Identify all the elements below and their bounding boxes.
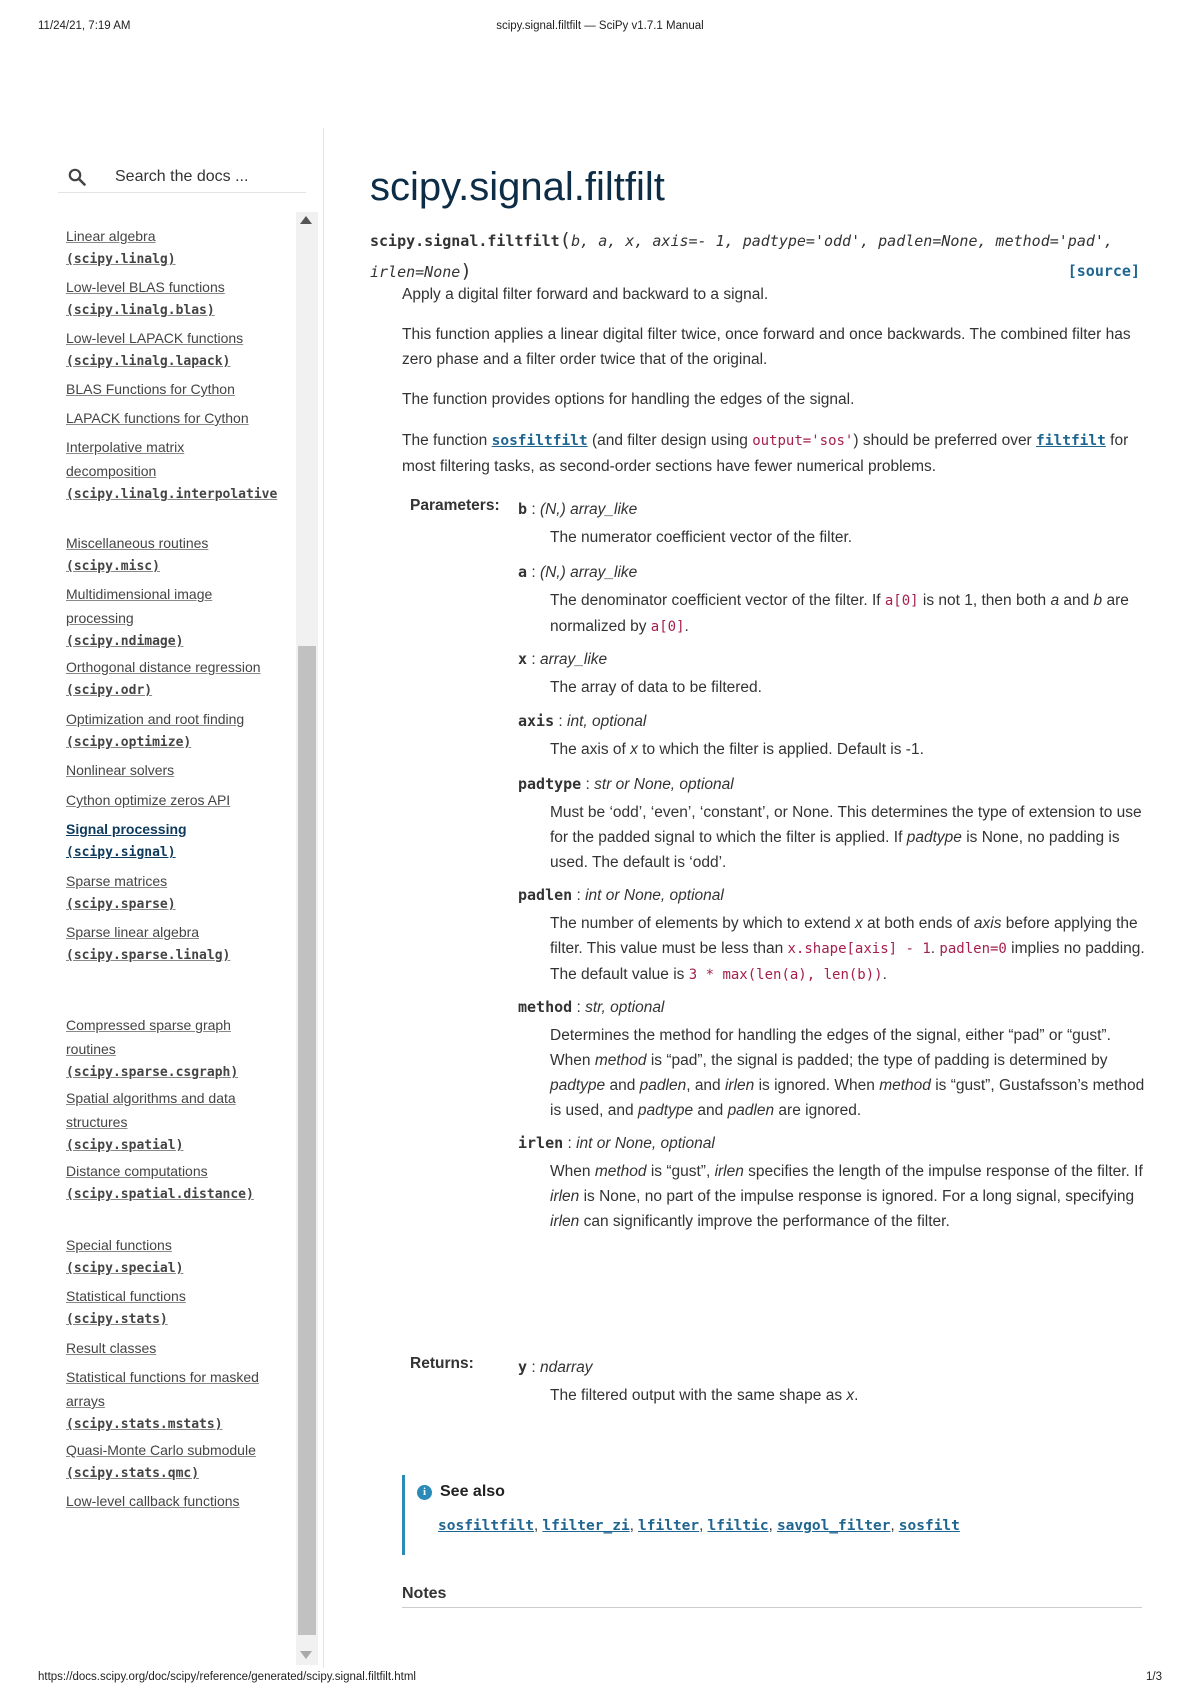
return-y: y : ndarray The filtered output with the same shape as x.: [518, 1358, 859, 1404]
param-padlen: padlen : int or None, optional The number of elements by which to extend x at both ends of axis before applying the filter. This value must be less than x.shape[axis] - 1. padlen=0 implies no padding. The default value is 3 * max(len(a), len(b)).: [518, 886, 1145, 983]
see-also-box: [402, 1475, 1145, 1555]
see-also-links: sosfiltfilt, lfilter_zi, lfilter, lfiltic, savgol_filter, sosfilt: [438, 1517, 960, 1534]
sidebar-item-csgraph[interactable]: Compressed sparse graph routines (scipy.sparse.csgraph): [66, 1017, 239, 1080]
param-method: method : str, optional Determines the method for handling the edges of the signal, either “pad” or “gust”. When method is “pad”, the signal is padded; the type of padding is determined by padtype and padlen, and irlen is ignored. When method is “gust”, Gustafsson’s method is used, and padtype and padlen are ignored.: [518, 998, 1145, 1119]
sidebar-item-interpolative[interactable]: Interpolative matrix decomposition (scipy.linalg.interpolative: [66, 439, 278, 502]
sidebar-item-spatial[interactable]: Spatial algorithms and data structures (scipy.spatial): [66, 1090, 236, 1153]
see-also-title: See also: [440, 1483, 505, 1500]
print-page-number: 1/3: [1146, 1671, 1162, 1683]
page-title: scipy.signal.filtfilt: [370, 165, 665, 209]
print-header: [38, 20, 1162, 36]
sidebar-item-nonlinear-solvers[interactable]: Nonlinear solvers: [66, 762, 175, 778]
scrollbar-thumb[interactable]: [298, 646, 316, 1635]
signature-args-2: irlen=None: [370, 263, 461, 281]
param-axis: axis : int, optional The axis of x to which the filter is applied. Default is -1.: [518, 712, 924, 758]
search-icon: [68, 168, 86, 186]
sosfiltfilt-link[interactable]: sosfiltfilt: [491, 433, 588, 449]
signature-args-1: b, a, x, axis=- 1, padtype='odd', padlen=None, method='pad',: [571, 232, 1113, 250]
summary: Apply a digital filter forward and backward to a signal.: [402, 286, 769, 303]
print-page-title: scipy.signal.filtfilt — SciPy v1.7.1 Manual: [496, 20, 704, 32]
see-also-link-sosfiltfilt[interactable]: sosfiltfilt: [438, 1518, 535, 1534]
sidebar-item-linalg[interactable]: Linear algebra (scipy.linalg): [66, 228, 176, 267]
filtfilt-link[interactable]: filtfilt: [1036, 433, 1106, 449]
parameters-label: Parameters:: [410, 497, 500, 514]
see-also-link-lfilter[interactable]: lfilter: [638, 1518, 700, 1534]
signature-name: scipy.signal.filtfilt: [370, 232, 560, 250]
output-sos-code: output='sos': [752, 433, 854, 449]
sidebar-item-linalg-blas[interactable]: Low-level BLAS functions (scipy.linalg.blas): [66, 279, 225, 318]
sidebar-item-blas-cython[interactable]: BLAS Functions for Cython: [66, 381, 235, 397]
param-a: a : (N,) array_like The denominator coefficient vector of the filter. If a[0] is not 1, then both a and b are normalized by a[0].: [518, 563, 1129, 635]
source-link[interactable]: [source]: [1067, 262, 1140, 280]
print-url: https://docs.scipy.org/doc/scipy/reference/generated/scipy.signal.filtfilt.html: [38, 1671, 416, 1683]
sidebar-item-stats[interactable]: Statistical functions (scipy.stats): [66, 1288, 186, 1327]
notes-heading: Notes: [402, 1585, 1142, 1608]
sidebar-item-result-classes[interactable]: Result classes: [66, 1340, 157, 1356]
sidebar-item-qmc[interactable]: Quasi-Monte Carlo submodule (scipy.stats.qmc): [66, 1442, 256, 1481]
param-irlen: irlen : int or None, optional When method is “gust”, irlen specifies the length of the impulse response of the filter. If irlen is None, no part of the impulse response is ignored. For a long signal, specifying irlen can significantly improve the performance of the filter.: [518, 1134, 1143, 1230]
sidebar-item-linalg-lapack[interactable]: Low-level LAPACK functions (scipy.linalg.lapack): [66, 330, 244, 369]
search-box[interactable]: [58, 162, 306, 193]
see-also-link-sosfilt[interactable]: sosfilt: [898, 1518, 960, 1534]
sidebar: [38, 128, 324, 1668]
see-also-link-lfilter-zi[interactable]: lfilter_zi: [542, 1518, 630, 1534]
info-icon: i: [417, 1485, 432, 1500]
sidebar-item-special[interactable]: Special functions (scipy.special): [66, 1237, 184, 1276]
sidebar-nav: [66, 224, 334, 1664]
sidebar-item-odr[interactable]: Orthogonal distance regression (scipy.odr): [66, 659, 261, 698]
sidebar-item-cython-optimize[interactable]: Cython optimize zeros API: [66, 792, 231, 808]
sidebar-item-misc[interactable]: Miscellaneous routines (scipy.misc): [66, 535, 209, 574]
function-signature: scipy.signal.filtfilt(b, a, x, axis=- 1, padtype='odd', padlen=None, method='pad', irlen=None) [source]: [370, 225, 1140, 287]
sidebar-item-ndimage[interactable]: Multidimensional image processing (scipy.ndimage): [66, 586, 213, 649]
sidebar-item-callback[interactable]: Low-level callback functions: [66, 1493, 240, 1509]
print-footer: [38, 1671, 1162, 1687]
returns-label: Returns:: [410, 1355, 474, 1372]
param-x: x : array_like The array of data to be filtered.: [518, 650, 762, 696]
scroll-down-arrow-icon[interactable]: [300, 1651, 312, 1659]
description-paragraph-2: The function provides options for handling the edges of the signal.: [402, 391, 855, 408]
param-padtype: padtype : str or None, optional Must be ‘odd’, ‘even’, ‘constant’, or None. This determines the type of extension to use for the padded signal to which the filter is applied. If padtype is None, no padding is used. The default is ‘odd’.: [518, 775, 1142, 871]
sidebar-item-mstats[interactable]: Statistical functions for masked arrays (scipy.stats.mstats): [66, 1369, 259, 1432]
sidebar-item-signal[interactable]: Signal processing (scipy.signal): [66, 821, 187, 860]
sidebar-scrollbar[interactable]: [296, 212, 318, 1665]
description-paragraph-3: The function sosfiltfilt (and filter design using output='sos') should be preferred over filtfilt for most filtering tasks, as second-order sections have fewer numerical problems.: [402, 432, 1129, 475]
print-datetime: 11/24/21, 7:19 AM: [38, 20, 131, 32]
sidebar-item-sparse-linalg[interactable]: Sparse linear algebra (scipy.sparse.linalg): [66, 924, 231, 963]
scroll-up-arrow-icon[interactable]: [300, 216, 312, 224]
sidebar-item-optimize[interactable]: Optimization and root finding (scipy.optimize): [66, 711, 245, 750]
sidebar-item-lapack-cython[interactable]: LAPACK functions for Cython: [66, 410, 249, 426]
param-b: b : (N,) array_like The numerator coefficient vector of the filter.: [518, 500, 853, 546]
see-also-link-savgol-filter[interactable]: savgol_filter: [776, 1518, 891, 1534]
sidebar-item-spatial-distance[interactable]: Distance computations (scipy.spatial.distance): [66, 1163, 254, 1202]
description-paragraph-1: This function applies a linear digital filter twice, once forward and once backwards. The combined filter has zero phase and a filter order twice that of the original.: [402, 326, 1131, 368]
sidebar-item-sparse[interactable]: Sparse matrices (scipy.sparse): [66, 873, 176, 912]
see-also-link-lfiltic[interactable]: lfiltic: [707, 1518, 769, 1534]
search-input[interactable]: Search the docs ...: [115, 168, 249, 185]
